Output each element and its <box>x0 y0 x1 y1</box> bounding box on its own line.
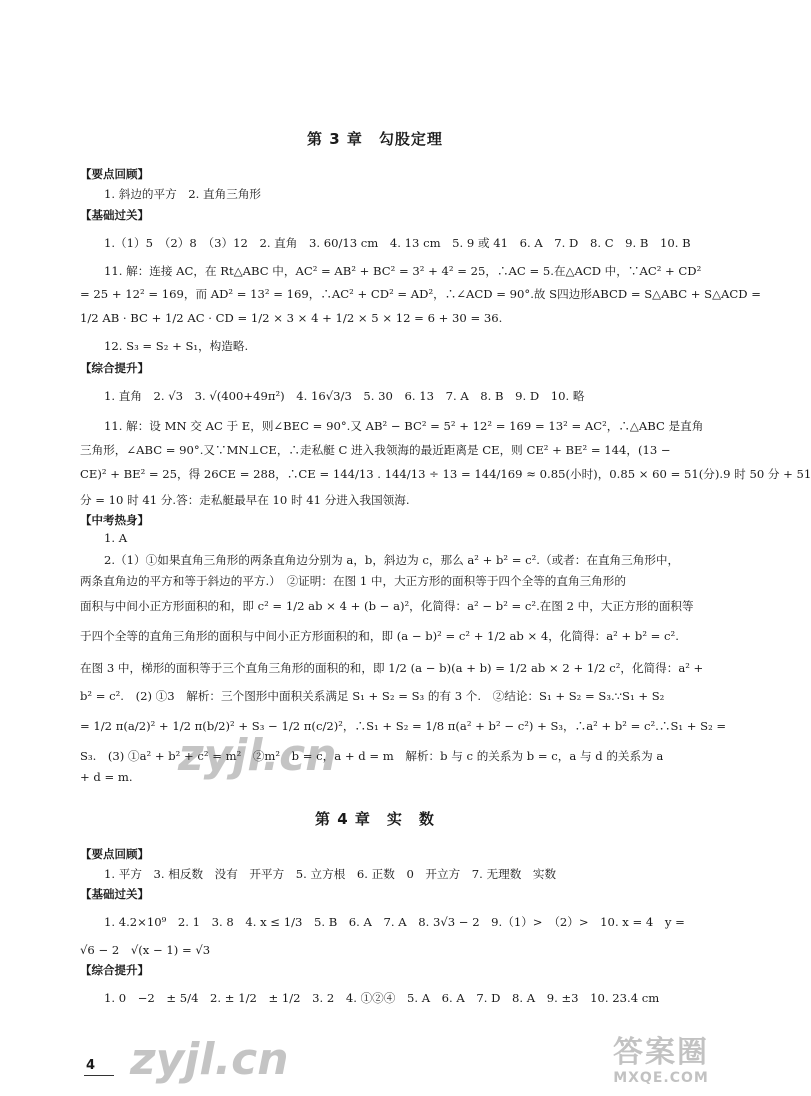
ch3-exam-line-4: 面积与中间小正方形面积的和，即 c² = 1/2 ab × 4 + (b − a)²，化简得：a² − b² = c².在图 2 中，大正方形的面积等 <box>80 599 694 613</box>
ch3-exam-line-2: 2.（1）①如果直角三角形的两条直角边分别为 a，b，斜边为 c，那么 a² + b² = c².（或者：在直角三角形中， <box>104 553 680 567</box>
ch3-section-review: 【要点回顾】 <box>80 167 149 181</box>
ch3-advanced-line-5: 分 = 10 时 41 分.答：走私艇最早在 10 时 41 分进入我国领海. <box>80 493 410 507</box>
ch3-exam-line-6: 在图 3 中，梯形的面积等于三个直角三角形的面积的和，即 1/2 (a − b)(a + b) = 1/2 ab × 2 + 1/2 c²，化简得：a² + <box>80 661 704 675</box>
ch3-exam-line-5: 于四个全等的直角三角形的面积与中间小正方形面积的和，即 (a − b)² = c² + 1/2 ab × 4，化简得：a² + b² = c². <box>80 629 679 643</box>
watermark-badge-title: 答案圈 <box>613 1035 709 1070</box>
ch3-section-basic: 【基础过关】 <box>80 208 149 222</box>
ch4-advanced-line-1: 1. 0 −2 ± 5/4 2. ± 1/2 ± 1/2 3. 2 4. ①②④ 5. A 6. A 7. D 8. A 9. ±3 10. 23.4 cm <box>104 991 660 1005</box>
ch3-section-advanced: 【综合提升】 <box>80 361 149 375</box>
ch4-section-review: 【要点回顾】 <box>80 847 149 861</box>
ch3-exam-line-1: 1. A <box>104 531 128 545</box>
ch3-exam-line-10: + d = m. <box>80 770 133 784</box>
ch3-exam-line-9: S₃. (3) ①a² + b² + c² = m² ②m² b = c，a + d = m 解析：b 与 c 的关系为 b = c，a 与 d 的关系为 a <box>80 749 664 763</box>
ch3-review-answers: 1. 斜边的平方 2. 直角三角形 <box>104 187 262 201</box>
ch3-advanced-line-1: 1. 直角 2. √3 3. √(400+49π²) 4. 16√3/3 5. 30 6. 13 7. A 8. B 9. D 10. 略 <box>104 389 585 403</box>
watermark-badge <box>586 1036 736 1092</box>
ch4-review-answers: 1. 平方 3. 相反数 没有 开平方 5. 立方根 6. 正数 0 开立方 7. 无理数 实数 <box>104 867 557 881</box>
ch3-basic-line-1: 1.（1）5 （2）8 （3）12 2. 直角 3. 60/13 cm 4. 13 cm 5. 9 或 41 6. A 7. D 8. C 9. B 10. B <box>104 236 691 250</box>
ch3-basic-line-4: 1/2 AB · BC + 1/2 AC · CD = 1/2 × 3 × 4 + 1/2 × 5 × 12 = 6 + 30 = 36. <box>80 311 503 325</box>
ch3-section-exam: 【中考热身】 <box>80 513 149 527</box>
page-number: 4 <box>86 1058 96 1073</box>
ch3-basic-line-3: = 25 + 12² = 169，而 AD² = 13² = 169，∴AC² + CD² = AD²，∴∠ACD = 90°.故 S四边形ABCD = S△ABC + S△ACD = <box>80 287 761 301</box>
ch4-basic-line-1: 1. 4.2×10⁹ 2. 1 3. 8 4. x ≤ 1/3 5. B 6. A 7. A 8. 3√3 − 2 9.（1）> （2）> 10. x = 4 y = <box>104 915 685 929</box>
watermark-badge-url: MXQE.COM <box>613 1070 709 1086</box>
chapter-4-title: 第 4 章 实 数 <box>315 810 435 828</box>
ch3-exam-line-3: 两条直角边的平方和等于斜边的平方.） ②证明：在图 1 中，大正方形的面积等于四个全等的直角三角形的 <box>80 574 626 588</box>
ch4-section-basic: 【基础过关】 <box>80 887 149 901</box>
ch3-exam-line-7: b² = c². (2) ①3 解析：三个图形中面积关系满足 S₁ + S₂ = S₃ 的有 3 个. ②结论：S₁ + S₂ = S₃.∵S₁ + S₂ <box>80 689 665 703</box>
ch4-section-advanced: 【综合提升】 <box>80 963 149 977</box>
page-number-rule <box>84 1075 114 1076</box>
ch4-basic-line-2: √6 − 2 √(x − 1) = √3 <box>80 943 211 957</box>
ch3-advanced-line-3: 三角形，∠ABC = 90°.又∵MN⊥CE，∴走私艇 C 进入我领海的最近距离是 CE，则 CE² + BE² = 144，(13 − <box>80 443 671 457</box>
watermark-site-upper: zyjl.cn <box>178 730 337 781</box>
ch3-basic-line-2: 11. 解：连接 AC，在 Rt△ABC 中，AC² = AB² + BC² = 3² + 4² = 25，∴AC = 5.在△ACD 中，∵AC² + CD² <box>104 264 702 278</box>
ch3-exam-line-8: = 1/2 π(a/2)² + 1/2 π(b/2)² + S₃ − 1/2 π(c/2)²，∴S₁ + S₂ = 1/8 π(a² + b² − c²) + S₃，∴a² + b² = c².∴S₁ + S₂ = <box>80 719 727 733</box>
ch3-advanced-line-4: CE)² + BE² = 25，得 26CE = 288，∴CE = 144/13 . 144/13 ÷ 13 = 144/169 ≈ 0.85(小时)，0.85 × 60 = 51(分).9 时 50 分 + 51 <box>80 467 811 481</box>
ch3-basic-line-5: 12. S₃ = S₂ + S₁，构造略. <box>104 339 249 353</box>
ch3-advanced-line-2: 11. 解：设 MN 交 AC 于 E，则∠BEC = 90°.又 AB² − BC² = 5² + 12² = 169 = 13² = AC²，∴△ABC 是直角 <box>104 419 704 433</box>
chapter-3-title: 第 3 章 勾股定理 <box>307 130 443 148</box>
watermark-site-lower: zyjl.cn <box>130 1034 289 1085</box>
